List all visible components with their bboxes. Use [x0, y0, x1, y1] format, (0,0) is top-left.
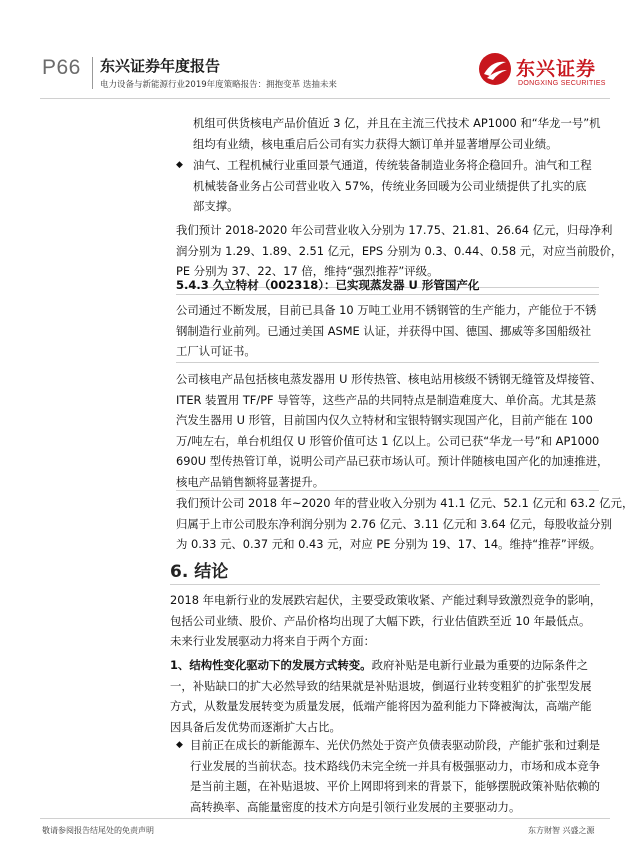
text-line: 2018 年电新行业的发展跌宕起伏，主要受政策收紧、产能过剩导致激烈竞争的影响， — [170, 593, 602, 607]
paragraph — [176, 220, 622, 282]
paragraph — [176, 493, 633, 555]
text-line: 是当前主题，在补贴退坡、平价上网即将到来的背景下，能够摆脱政策补贴依赖的 — [190, 779, 601, 793]
text-line: PE 分别为 37、22、17 倍，维持“强烈推荐”评级。 — [176, 264, 439, 278]
paragraph — [193, 113, 601, 154]
text-line: 钢制造行业前列。已通过美国 ASME 认证，并获得中国、德国、挪威等多国船级社 — [176, 323, 592, 338]
bullet-diamond-icon: ◆ — [176, 160, 183, 170]
text-line: 公司核电产品包括核电蒸发器用 U 形传热管、核电站用核级不锈钢无缝管及焊接管、 — [176, 372, 602, 386]
paragraph — [176, 369, 608, 492]
footer-slogan: 东方财智 兴盛之源 — [528, 826, 595, 835]
text-line: 高转换率、高能量密度的技术方向是引领行业发展的主要驱动力。 — [190, 799, 521, 814]
text-line: 汽发生器用 U 形管，目前国内仅久立特材和宝银特钢实现国产化，目前产能在 100 — [176, 413, 593, 427]
logo-mark-icon — [478, 52, 512, 86]
text-line: 油气、工程机械行业重回景气通道，传统装备制造业务将企稳回升。油气和工程 — [193, 158, 592, 172]
text-line: 部支撑。 — [193, 199, 239, 213]
text-line: 工厂认可证书。 — [176, 344, 256, 358]
text-line: 组均有业绩，核电重启后公司有实力获得大额订单并显著增厚公司业绩。 — [193, 136, 558, 151]
text-line: 机组可供货核电产品价值近 3 亿，并且在主流三代技术 AP1000 和“华龙一号”机 — [193, 116, 601, 130]
text-line: 我们预计公司 2018 年~2020 年的营业收入分别为 41.1 亿元、52.1 亿元和 63.2 亿元， — [176, 496, 634, 510]
bullet-paragraph — [193, 155, 592, 217]
paragraph — [176, 300, 596, 362]
chapter-heading-rule — [170, 584, 600, 585]
text-line: ITER 装置用 TF/PF 导管等，这些产品的共同特点是制造难度大、单价高。尤其是蒸 — [176, 392, 597, 407]
text-line: 我们预计 2018-2020 年公司营业收入分别为 17.75、21.81、26.64 亿元，归母净利 — [176, 223, 613, 237]
divider — [176, 294, 599, 295]
page-header — [0, 0, 640, 103]
section-heading: 5.4.3 久立特材（002318）：已实现蒸发器 U 形管国产化 — [176, 278, 480, 292]
text-line: 万/吨左右，单台机组仅 U 形管价值可达 1 亿以上。公司已获“华龙一号”和 AP1000 — [176, 433, 600, 448]
text-line: 归属于上市公司股东净利润分别为 2.76 亿元、3.11 亿元和 3.64 亿元，每股收益分别 — [176, 516, 612, 531]
text-line: 机械装备业务占公司营业收入 57%，传统业务回暖为公司业绩提供了扎实的底 — [193, 178, 587, 193]
text-line: 目前正在成长的新能源车、光伏仍然处于资产负债表驱动阶段，产能扩张和过剩是 — [190, 738, 601, 752]
divider — [176, 362, 599, 363]
header-rule — [40, 98, 610, 99]
divider — [176, 490, 599, 491]
text-line: 润分别为 1.29、1.89、2.51 亿元，EPS 分别为 0.3、0.44、0.58 元，对应当前股价， — [176, 243, 623, 258]
text-line: 为 0.33 元、0.37 元和 0.43 元，对应 PE 分别为 19、17、14。维持“推荐”评级。 — [176, 537, 601, 551]
footer-disclaimer: 敬请参阅报告结尾处的免责声明 — [42, 826, 154, 835]
text-line: 未来行业发展驱动力将来自于两个方面： — [170, 634, 376, 648]
header-divider — [92, 57, 93, 89]
text-line: 方式，从数量发展转变为质量发展，低端产能将因为盈利能力下降被淘汰，高端产能 — [170, 699, 592, 713]
paragraph — [170, 655, 591, 737]
text-line — [170, 655, 591, 676]
page-number: P66 — [42, 56, 81, 79]
text-line: 690U 型传热管订单，说明公司产品已获市场认可。预计伴随核电国产化的加速推进， — [176, 454, 609, 468]
text-line: 行业发展的当前状态。技术路线仍未完全统一并具有极强驱动力，市场和成本竞争 — [190, 758, 601, 773]
company-logo — [478, 50, 608, 94]
report-title: 东兴证券年度报告 — [100, 57, 221, 75]
text-line: 一，补贴缺口的扩大必然导致的结果就是补贴退坡，倒逼行业转变粗犷的扩张型发展 — [170, 678, 592, 693]
bullet-diamond-icon: ◆ — [176, 740, 183, 750]
text-line: 公司通过不断发展，目前已具备 10 万吨工业用不锈钢管的生产能力，产能位于不锈 — [176, 303, 597, 317]
text-line: 核电产品销售额将显著提升。 — [176, 474, 325, 489]
text-line: 包括公司业绩、股价、产品价格均出现了大幅下跌，行业估值跌至近 10 年最低点。 — [170, 613, 591, 628]
footer-rule — [40, 818, 610, 819]
text-line: 因具备后发优势而逐渐扩大占比。 — [170, 719, 341, 734]
bold-lead: 1、结构性变化驱动下的发展方式转变。 — [170, 658, 372, 672]
logo-text-cn: 东兴证券 — [516, 58, 597, 80]
paragraph — [170, 590, 601, 652]
text-span: 政府补贴是电新行业最为重要的边际条件之 — [371, 658, 589, 672]
bullet-paragraph — [190, 735, 600, 817]
logo-text-en: DONGXING SECURITIES — [518, 80, 606, 87]
report-subtitle: 电力设备与新能源行业2019年度策略报告：拥抱变革 迭抽未来 — [100, 80, 337, 90]
chapter-heading: 6. 结论 — [170, 562, 229, 582]
